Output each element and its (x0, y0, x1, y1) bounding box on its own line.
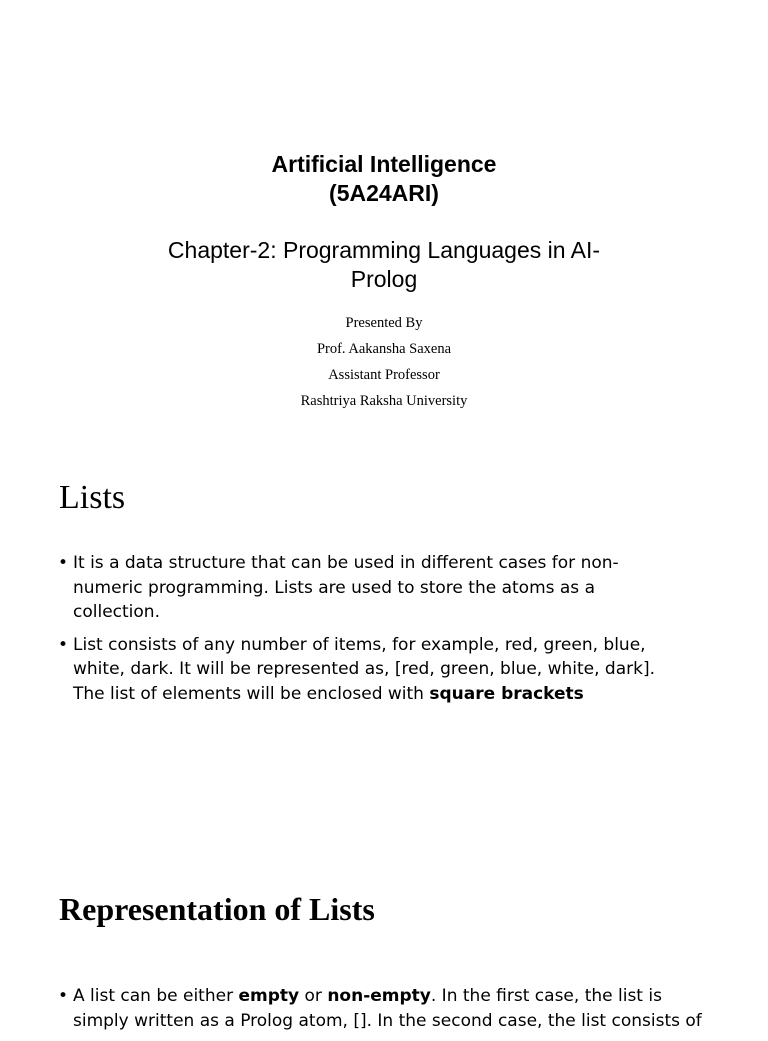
presenter-role: Assistant Professor (328, 367, 440, 383)
bullet-list (58, 984, 718, 1041)
bullet-icon: • (58, 986, 69, 1006)
presented-by-label: Presented By (345, 315, 423, 331)
slide-heading: Lists (59, 479, 126, 516)
representation-slide (0, 860, 768, 1031)
bullet-line: It is a data structure that can be used in different cases for non- (73, 553, 619, 573)
chapter-title (0, 236, 768, 294)
bold-term: non-empty (327, 986, 431, 1006)
presenter-info (0, 310, 768, 414)
lists-slide (0, 440, 768, 860)
course-title-line-2: (5A24ARI) (329, 180, 439, 206)
bullet-line: collection. (73, 602, 160, 622)
course-title-line-1: Artificial Intelligence (271, 151, 497, 177)
bullet-icon: • (58, 553, 69, 573)
chapter-title-line-1: Chapter-2: Programming Languages in AI- (167, 237, 601, 263)
bullet-line: The list of elements will be enclosed with (73, 683, 430, 704)
bullet-text: . In the first case, the list is (430, 986, 662, 1006)
title-slide (0, 0, 768, 440)
bullet-line: List consists of any number of items, for example, red, green, blue, (73, 634, 646, 655)
bullet-line: white, dark. It will be represented as, [red, green, blue, white, dark]. (73, 659, 656, 679)
course-title (0, 150, 768, 208)
list-item (58, 551, 718, 625)
presenter-name: Prof. Aakansha Saxena (316, 341, 452, 357)
bullet-list (58, 551, 718, 714)
bullet-line: simply written as a Prolog atom, []. In the second case, the list consists of (73, 1010, 702, 1031)
slide-heading: Representation of Lists (59, 891, 375, 927)
bullet-line: numeric programming. Lists are used to store the atoms as a (73, 577, 595, 598)
bold-term: empty (238, 986, 300, 1006)
bold-term: square brackets (429, 683, 584, 704)
list-item (58, 633, 718, 707)
bullet-text: or (299, 986, 328, 1006)
chapter-title-line-2: Prolog (350, 266, 418, 292)
bullet-text: A list can be either (73, 986, 239, 1006)
bullet-icon: • (58, 634, 69, 655)
list-item (58, 984, 718, 1033)
presenter-institution: Rashtriya Raksha University (300, 393, 468, 409)
